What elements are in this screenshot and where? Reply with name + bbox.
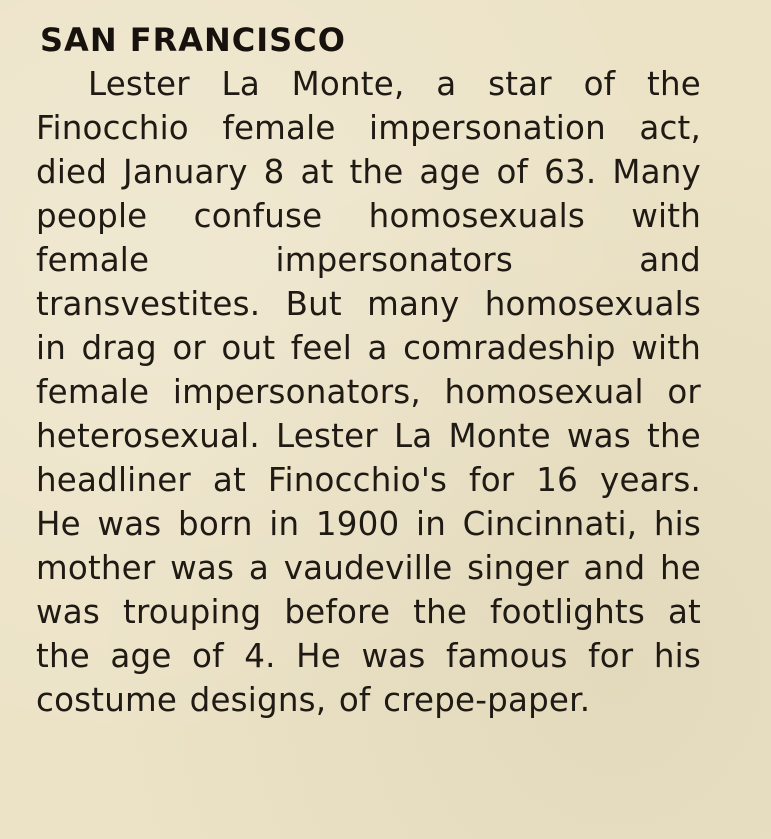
section-heading: SAN FRANCISCO	[40, 21, 346, 59]
article-body: Lester La Monte, a star of the Finocchio female impersonation act, died January 8 at the age of 63. Many people confuse homosexuals with female impersonators and transvestites. But many homosexuals in drag or out feel a comradeship with female impersonators, homosexual or heterosexual. Lester La Monte was the headliner at Finocchio's for 16 years. He was born in 1900 in Cincinnati, his mother was a vaudeville singer and he was trouping before the footlights at the age of 4. He was famous for his costume designs, of crepe-paper.	[36, 65, 701, 719]
